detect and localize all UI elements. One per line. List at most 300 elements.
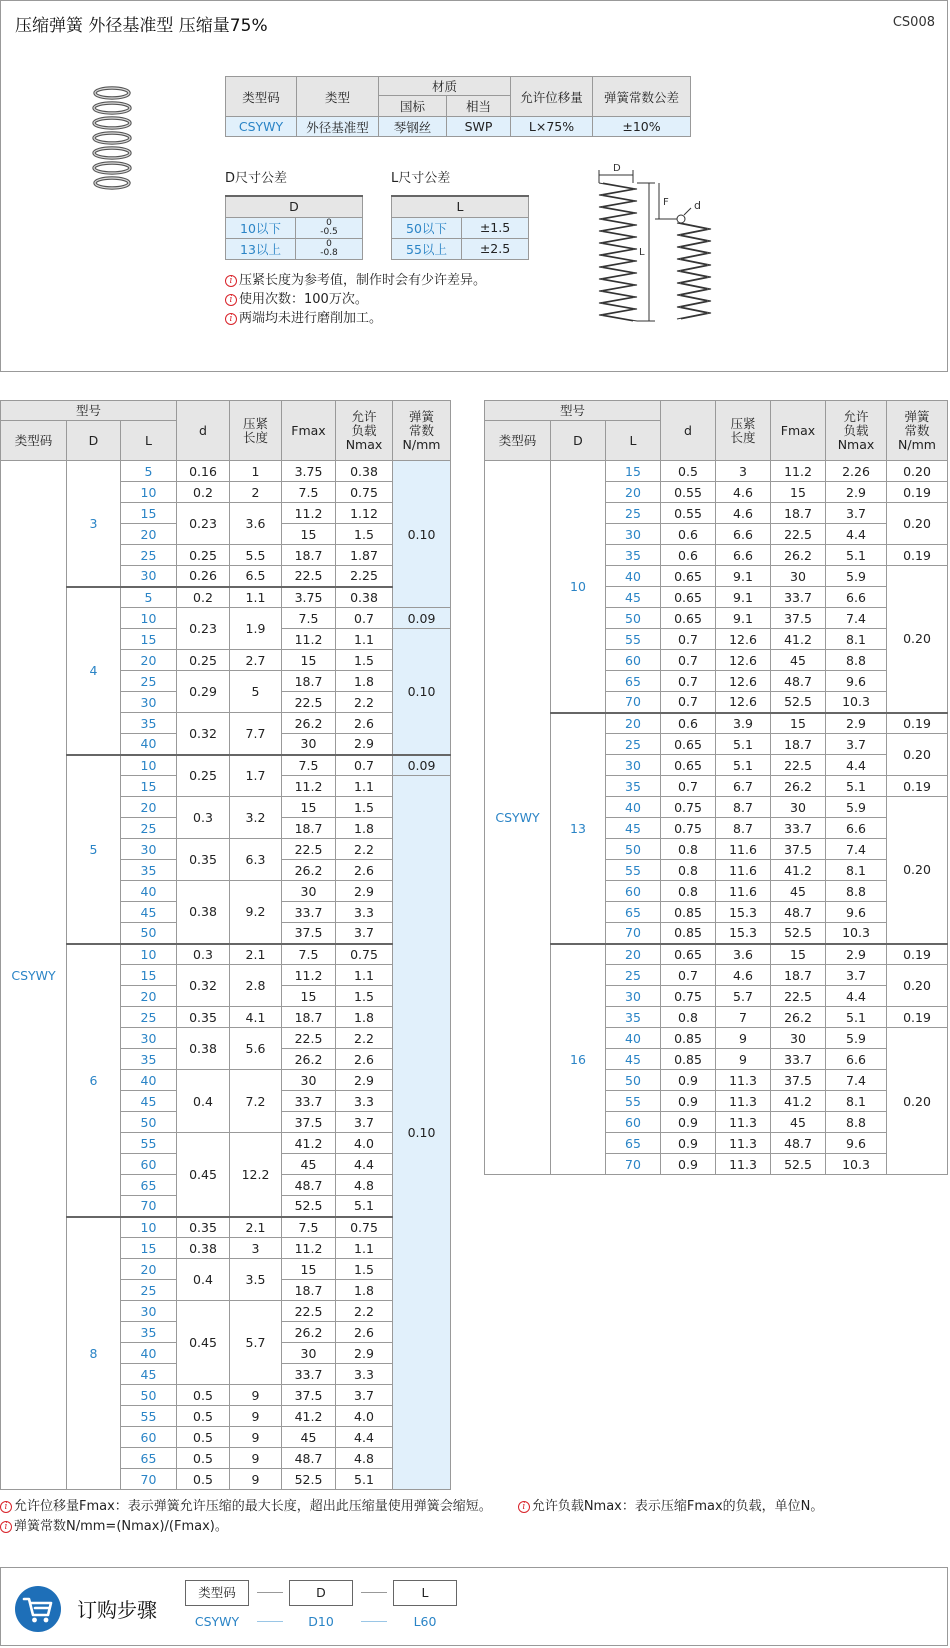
- cell-fmax: 15: [282, 650, 336, 671]
- cell-d: 0.7: [661, 692, 716, 713]
- l-tolerance-header: L: [392, 196, 529, 217]
- cell-fmax: 18.7: [282, 818, 336, 839]
- cell-L: 65: [606, 902, 661, 923]
- footnote-row: [0, 1517, 823, 1537]
- table-row: [485, 461, 948, 482]
- th-type-code: 类型码: [1, 421, 67, 461]
- cell-spring-const: 0.19: [887, 482, 948, 503]
- d-tol-upper: 0: [326, 238, 332, 249]
- order-title: 订购步骤: [77, 1598, 157, 1622]
- diagram-label-d: d: [694, 199, 701, 212]
- cell-nmax: 2.2: [336, 1301, 393, 1322]
- cell-L: 30: [121, 1028, 177, 1049]
- cell-nmax: 9.6: [826, 1133, 887, 1154]
- th-nmax-1: 允许: [843, 408, 869, 424]
- cell-L: 25: [121, 671, 177, 692]
- cell-solid-length: 12.6: [716, 650, 771, 671]
- cell-solid-length: 2: [230, 482, 282, 503]
- cell-nmax: 3.7: [336, 923, 393, 944]
- cell-fmax: 22.5: [282, 566, 336, 587]
- cell-solid-length: 9: [230, 1385, 282, 1406]
- cell-fmax: 18.7: [282, 545, 336, 566]
- cell-fmax: 26.2: [282, 1049, 336, 1070]
- cell-nmax: 2.6: [336, 860, 393, 881]
- l-tolerance-table: [391, 195, 529, 260]
- diagram-label-D: D: [613, 163, 621, 174]
- cell-nmax: 8.1: [826, 629, 887, 650]
- cell-solid-length: 12.6: [716, 629, 771, 650]
- cell-nmax: 6.6: [826, 1049, 887, 1070]
- cell-fmax: 30: [282, 1343, 336, 1364]
- cell-solid-length: 6.7: [716, 776, 771, 797]
- cell-nmax: 1.5: [336, 986, 393, 1007]
- cell-fmax: 7.5: [282, 944, 336, 965]
- cell-d: 0.5: [177, 1427, 230, 1448]
- cell-nmax: 8.1: [826, 1091, 887, 1112]
- cell-type-code: CSYWY: [485, 461, 551, 1175]
- cell-solid-length: 11.3: [716, 1154, 771, 1175]
- cell-L: 20: [606, 944, 661, 965]
- th-solid-length: [716, 401, 771, 461]
- cell-fmax: 48.7: [771, 902, 826, 923]
- cell-nmax: 4.4: [826, 524, 887, 545]
- cell-fmax: 41.2: [282, 1133, 336, 1154]
- cell-nmax: 3.7: [826, 734, 887, 755]
- cell-spring-const: 0.10: [393, 776, 451, 1490]
- cell-d: 0.38: [177, 1028, 230, 1070]
- cell-d: 0.6: [661, 524, 716, 545]
- cell-d: 0.8: [661, 860, 716, 881]
- cell-d: 0.16: [177, 461, 230, 482]
- cell-L: 20: [121, 524, 177, 545]
- cell-solid-length: 5.7: [716, 986, 771, 1007]
- cell-L: 35: [121, 1322, 177, 1343]
- order-value-L: L60: [413, 1614, 437, 1629]
- cell-fmax: 22.5: [282, 1028, 336, 1049]
- cell-fmax: 22.5: [771, 524, 826, 545]
- cell-fmax: 3.75: [282, 461, 336, 482]
- cell-d: 0.8: [661, 881, 716, 902]
- spec-table: [225, 76, 691, 137]
- cell-solid-length: 2.1: [230, 944, 282, 965]
- cell-nmax: 8.8: [826, 1112, 887, 1133]
- table-row: [1, 944, 451, 965]
- cell-fmax: 18.7: [282, 671, 336, 692]
- cell-fmax: 33.7: [282, 1091, 336, 1112]
- th-solid-length-2: 长度: [242, 429, 268, 445]
- cell-fmax: 18.7: [771, 734, 826, 755]
- footnote-row: [0, 1497, 823, 1517]
- th-d: d: [177, 401, 230, 461]
- cell-fmax: 15: [771, 713, 826, 734]
- cell-nmax: 2.6: [336, 1322, 393, 1343]
- cell-L: 35: [606, 776, 661, 797]
- cell-L: 45: [121, 1091, 177, 1112]
- cell-L: 45: [606, 587, 661, 608]
- cell-L: 65: [121, 1448, 177, 1469]
- footnote-fmax: 允许位移量Fmax：表示弹簧允许压缩的最大长度，超出此压缩量使用弹簧会缩短。: [14, 1499, 492, 1514]
- cell-solid-length: 12.6: [716, 671, 771, 692]
- d-tolerance-table: [225, 195, 363, 260]
- cell-nmax: 10.3: [826, 923, 887, 944]
- cell-fmax: 15: [282, 986, 336, 1007]
- cell-solid-length: 5.7: [230, 1301, 282, 1385]
- cell-fmax: 41.2: [771, 629, 826, 650]
- table-row: [1, 461, 451, 482]
- cell-solid-length: 11.3: [716, 1112, 771, 1133]
- th-spring-const: [393, 401, 451, 461]
- cell-d: 0.7: [661, 776, 716, 797]
- cell-L: 40: [121, 1343, 177, 1364]
- info-icon: i: [0, 1501, 12, 1513]
- note-item: [225, 290, 486, 309]
- cell-fmax: 30: [282, 1070, 336, 1091]
- cell-solid-length: 5: [230, 671, 282, 713]
- cell-spring-const: 0.20: [887, 566, 948, 713]
- th-k-3: N/mm: [402, 436, 441, 452]
- cell-fmax: 7.5: [282, 1217, 336, 1238]
- cell-d: 0.32: [177, 965, 230, 1007]
- d-tolerance-title: D尺寸公差: [225, 171, 288, 186]
- th-solid-length-2: 长度: [730, 429, 756, 445]
- cell-d: 0.65: [661, 944, 716, 965]
- cell-nmax: 4.4: [826, 986, 887, 1007]
- cell-solid-length: 9.1: [716, 608, 771, 629]
- cell-nmax: 5.1: [336, 1196, 393, 1217]
- cell-fmax: 48.7: [771, 671, 826, 692]
- cell-fmax: 52.5: [771, 1154, 826, 1175]
- cell-fmax: 52.5: [282, 1196, 336, 1217]
- info-icon: i: [518, 1501, 530, 1513]
- cell-L: 65: [121, 1175, 177, 1196]
- cell-d: 0.9: [661, 1154, 716, 1175]
- cell-solid-length: 4.1: [230, 1007, 282, 1028]
- cell-spring-const: 0.19: [887, 545, 948, 566]
- cell-fmax: 45: [771, 650, 826, 671]
- cell-d: 0.2: [177, 587, 230, 608]
- cell-solid-length: 6.6: [716, 545, 771, 566]
- cell-nmax: 1.8: [336, 671, 393, 692]
- cell-L: 15: [121, 503, 177, 524]
- cell-d: 0.3: [177, 797, 230, 839]
- cell-d: 0.7: [661, 965, 716, 986]
- l-tolerance-title: L尺寸公差: [391, 171, 451, 186]
- cell-L: 20: [121, 1259, 177, 1280]
- cell-L: 45: [606, 818, 661, 839]
- cell-D: 10: [551, 461, 606, 713]
- cell-nmax: 8.8: [826, 881, 887, 902]
- th-model: 型号: [485, 401, 661, 421]
- cell-L: 60: [606, 881, 661, 902]
- th-type-code: 类型码: [485, 421, 551, 461]
- d-tol-range: 10以下: [226, 217, 296, 238]
- d-tol-lower: -0.5: [320, 226, 338, 237]
- cell-d: 0.35: [177, 839, 230, 881]
- cell-L: 40: [606, 797, 661, 818]
- d-tol-upper: 0: [326, 217, 332, 228]
- notes: [225, 271, 486, 328]
- cell-L: 25: [606, 965, 661, 986]
- th-k-2: 常数: [408, 422, 434, 438]
- diagram-label-F: F: [663, 197, 669, 208]
- cell-d: 0.55: [661, 503, 716, 524]
- cell-solid-length: 5.1: [716, 734, 771, 755]
- cell-nmax: 2.9: [826, 482, 887, 503]
- cell-solid-length: 2.7: [230, 650, 282, 671]
- cell-L: 50: [606, 608, 661, 629]
- cell-solid-length: 7: [716, 1007, 771, 1028]
- cell-L: 10: [121, 755, 177, 776]
- th-d: d: [661, 401, 716, 461]
- spring-diagram: [593, 163, 723, 333]
- cell-fmax: 33.7: [282, 1364, 336, 1385]
- cell-solid-length: 2.8: [230, 965, 282, 1007]
- cell-L: 50: [121, 923, 177, 944]
- info-icon: i: [225, 294, 237, 306]
- cell-solid-length: 1: [230, 461, 282, 482]
- cell-fmax: 45: [282, 1154, 336, 1175]
- cell-nmax: 6.6: [826, 818, 887, 839]
- cell-solid-length: 5.6: [230, 1028, 282, 1070]
- th-solid-length-1: 压紧: [242, 415, 268, 431]
- cell-nmax: 0.38: [336, 587, 393, 608]
- cell-nmax: 5.1: [336, 1469, 393, 1490]
- cell-d: 0.85: [661, 1049, 716, 1070]
- cell-nmax: 2.9: [826, 944, 887, 965]
- th-fmax: Fmax: [771, 401, 826, 461]
- th-solid-length: [230, 401, 282, 461]
- th-nmax: [826, 401, 887, 461]
- cell-L: 30: [121, 692, 177, 713]
- note-text: 使用次数：100万次。: [239, 292, 368, 307]
- cell-nmax: 5.9: [826, 797, 887, 818]
- cell-d: 0.5: [177, 1385, 230, 1406]
- cell-nmax: 2.9: [826, 713, 887, 734]
- cell-d: 0.2: [177, 482, 230, 503]
- cell-L: 10: [121, 608, 177, 629]
- spec-national: 琴钢丝: [379, 117, 447, 137]
- cell-spring-const: 0.19: [887, 1007, 948, 1028]
- cell-L: 65: [606, 671, 661, 692]
- cell-nmax: 2.26: [826, 461, 887, 482]
- cell-nmax: 1.5: [336, 797, 393, 818]
- cell-solid-length: 1.9: [230, 608, 282, 650]
- cell-L: 70: [606, 923, 661, 944]
- cell-L: 20: [121, 797, 177, 818]
- cell-d: 0.75: [661, 986, 716, 1007]
- th-model: 型号: [1, 401, 177, 421]
- cell-solid-length: 9: [230, 1406, 282, 1427]
- cell-solid-length: 15.3: [716, 902, 771, 923]
- cell-fmax: 26.2: [771, 545, 826, 566]
- cart-icon: [15, 1586, 61, 1632]
- cell-d: 0.7: [661, 629, 716, 650]
- cell-solid-length: 7.2: [230, 1070, 282, 1133]
- cell-d: 0.75: [661, 797, 716, 818]
- cell-fmax: 26.2: [282, 860, 336, 881]
- spec-type: 外径基准型: [297, 117, 379, 137]
- page-title: 压缩弹簧 外径基准型 压缩量75%: [15, 16, 268, 36]
- cell-spring-const: 0.19: [887, 713, 948, 734]
- cell-L: 25: [606, 503, 661, 524]
- cell-nmax: 2.9: [336, 734, 393, 755]
- cell-fmax: 11.2: [282, 965, 336, 986]
- cell-nmax: 0.7: [336, 608, 393, 629]
- cell-solid-length: 6.3: [230, 839, 282, 881]
- cell-fmax: 3.75: [282, 587, 336, 608]
- cell-solid-length: 15.3: [716, 923, 771, 944]
- cell-nmax: 3.3: [336, 1091, 393, 1112]
- th-k-1: 弹簧: [408, 408, 434, 424]
- cell-L: 55: [606, 860, 661, 881]
- cell-d: 0.25: [177, 755, 230, 797]
- cell-L: 5: [121, 587, 177, 608]
- cell-nmax: 2.9: [336, 881, 393, 902]
- cell-L: 70: [121, 1196, 177, 1217]
- cell-nmax: 1.5: [336, 650, 393, 671]
- cell-fmax: 52.5: [282, 1469, 336, 1490]
- l-tol-value: ±1.5: [462, 217, 529, 238]
- info-icon: i: [225, 313, 237, 325]
- footnote-nmax: 允许负载Nmax：表示压缩Fmax的负载，单位N。: [531, 1499, 824, 1514]
- cell-fmax: 52.5: [771, 692, 826, 713]
- cell-L: 40: [606, 566, 661, 587]
- d-tol-value: [296, 217, 363, 238]
- cell-nmax: 8.8: [826, 650, 887, 671]
- spec-header-type: 类型: [297, 77, 379, 117]
- cell-L: 30: [606, 986, 661, 1007]
- table-row: [485, 713, 948, 734]
- cell-fmax: 15: [282, 1259, 336, 1280]
- cell-spring-const: 0.10: [393, 629, 451, 755]
- cell-solid-length: 9: [230, 1448, 282, 1469]
- cell-L: 45: [121, 902, 177, 923]
- cell-d: 0.9: [661, 1112, 716, 1133]
- cell-fmax: 48.7: [282, 1448, 336, 1469]
- cell-d: 0.65: [661, 755, 716, 776]
- cell-nmax: 0.75: [336, 482, 393, 503]
- spec-equivalent: SWP: [447, 117, 511, 137]
- note-item: [225, 271, 486, 290]
- cell-d: 0.5: [177, 1448, 230, 1469]
- cell-spring-const: 0.20: [887, 1028, 948, 1175]
- info-icon: i: [225, 275, 237, 287]
- cell-solid-length: 3.9: [716, 713, 771, 734]
- cell-solid-length: 3.2: [230, 797, 282, 839]
- order-box-type-code: 类型码: [185, 1580, 249, 1606]
- cell-fmax: 30: [282, 881, 336, 902]
- spec-type-code: CSYWY: [226, 117, 297, 137]
- cell-L: 55: [606, 1091, 661, 1112]
- cell-fmax: 18.7: [282, 1280, 336, 1301]
- cell-nmax: 0.7: [336, 755, 393, 776]
- spec-header-allow-disp: 允许位移量: [511, 77, 593, 117]
- cell-nmax: 4.0: [336, 1406, 393, 1427]
- cell-nmax: 5.1: [826, 1007, 887, 1028]
- table-row: [1, 587, 451, 608]
- cell-solid-length: 9: [230, 1427, 282, 1448]
- cell-spring-const: 0.19: [887, 776, 948, 797]
- cell-fmax: 45: [282, 1427, 336, 1448]
- cell-solid-length: 7.7: [230, 713, 282, 755]
- cell-nmax: 2.2: [336, 1028, 393, 1049]
- cell-nmax: 3.7: [336, 1112, 393, 1133]
- cell-solid-length: 8.7: [716, 797, 771, 818]
- cell-nmax: 10.3: [826, 1154, 887, 1175]
- cell-nmax: 3.7: [826, 503, 887, 524]
- cell-d: 0.26: [177, 566, 230, 587]
- cell-nmax: 0.75: [336, 1217, 393, 1238]
- th-spring-const: [887, 401, 948, 461]
- cell-nmax: 2.2: [336, 692, 393, 713]
- cell-L: 25: [606, 734, 661, 755]
- cell-fmax: 37.5: [282, 923, 336, 944]
- cell-L: 60: [606, 1112, 661, 1133]
- d-tolerance-header: D: [226, 196, 363, 217]
- cell-nmax: 7.4: [826, 608, 887, 629]
- cell-d: 0.38: [177, 881, 230, 944]
- cell-spring-const: 0.09: [393, 608, 451, 629]
- cell-nmax: 2.25: [336, 566, 393, 587]
- cell-nmax: 8.1: [826, 860, 887, 881]
- cell-fmax: 22.5: [771, 986, 826, 1007]
- cell-nmax: 1.8: [336, 1007, 393, 1028]
- order-value-type-code: CSYWY: [194, 1614, 240, 1629]
- cell-d: 0.55: [661, 482, 716, 503]
- cell-L: 50: [606, 1070, 661, 1091]
- cell-L: 35: [606, 545, 661, 566]
- cell-type-code: CSYWY: [1, 461, 67, 1490]
- header-panel: [0, 0, 948, 372]
- cell-spring-const: 0.20: [887, 503, 948, 545]
- cell-fmax: 52.5: [771, 923, 826, 944]
- cell-nmax: 2.9: [336, 1343, 393, 1364]
- cell-fmax: 15: [771, 944, 826, 965]
- cell-d: 0.65: [661, 734, 716, 755]
- cell-L: 5: [121, 461, 177, 482]
- cell-d: 0.6: [661, 545, 716, 566]
- cell-nmax: 7.4: [826, 1070, 887, 1091]
- cell-nmax: 1.87: [336, 545, 393, 566]
- cell-nmax: 1.8: [336, 1280, 393, 1301]
- cell-L: 20: [606, 482, 661, 503]
- cell-d: 0.35: [177, 1007, 230, 1028]
- cell-fmax: 37.5: [771, 1070, 826, 1091]
- cell-nmax: 1.8: [336, 818, 393, 839]
- cell-nmax: 4.4: [336, 1427, 393, 1448]
- cell-nmax: 2.6: [336, 1049, 393, 1070]
- th-nmax-2: 负载: [351, 422, 377, 438]
- cell-d: 0.3: [177, 944, 230, 965]
- cell-nmax: 3.3: [336, 1364, 393, 1385]
- cell-solid-length: 3: [716, 461, 771, 482]
- cell-nmax: 5.1: [826, 776, 887, 797]
- cell-spring-const: 0.20: [887, 797, 948, 944]
- cell-d: 0.23: [177, 503, 230, 545]
- cell-nmax: 1.1: [336, 776, 393, 797]
- table-row: [485, 944, 948, 965]
- spring-photo-icon: [87, 85, 137, 197]
- cell-d: 0.65: [661, 608, 716, 629]
- cell-d: 0.6: [661, 713, 716, 734]
- cell-fmax: 30: [771, 566, 826, 587]
- cell-L: 40: [121, 734, 177, 755]
- order-connector: [361, 1592, 387, 1593]
- cell-nmax: 4.4: [336, 1154, 393, 1175]
- cell-d: 0.5: [661, 461, 716, 482]
- footnotes: [0, 1497, 823, 1537]
- th-k-2: 常数: [904, 422, 930, 438]
